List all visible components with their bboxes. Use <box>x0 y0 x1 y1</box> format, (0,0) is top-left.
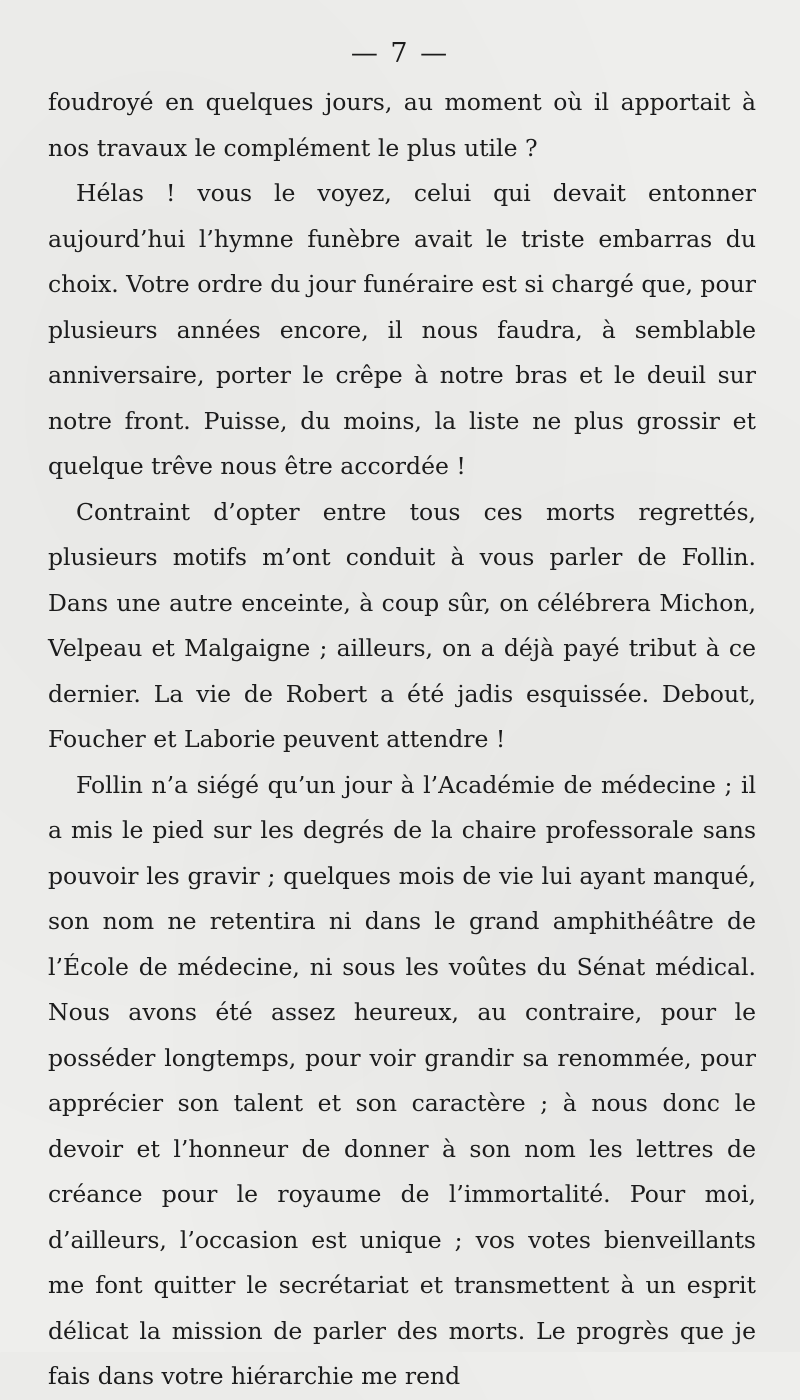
paragraph-3: Contraint d’opter entre tous ces morts regrettés, plusieurs motifs m’ont conduit à vous parler de Follin. Dans une autre enceinte, à coup sûr, on célébrera Michon, Velpeau et Malgaigne ; ailleurs, on a déjà payé tribut à ce dernier. La vie de Robert a été jadis esquissée. Debout, Foucher et Laborie peuvent attendre ! <box>48 497 756 753</box>
paragraph-2: Hélas ! vous le voyez, celui qui devait entonner aujourd’hui l’hymne funèbre avait le triste embarras du choix. Votre ordre du jour funéraire est si chargé que, pour plusieurs années encore, il nous faudra, à semblable anniversaire, porter le crêpe à notre bras et le deuil sur notre front. Puisse, du moins, la liste ne plus grossir et quelque trêve nous être accordée ! <box>48 179 756 480</box>
paragraph-4: Follin n’a siégé qu’un jour à l’Académie de médecine ; il a mis le pied sur les degrés de la chaire professorale sans pouvoir les gravir ; quelques mois de vie lui ayant manqué, son nom ne retentira ni dans le grand amphithéâtre de l’École de médecine, ni sous les voûtes du Sénat médical. Nous avons été assez heureux, au contraire, pour le posséder longtemps, pour voir grandir sa renommée, pour apprécier son talent et son caractère ; à nous donc le devoir et l’honneur de donner à son nom les lettres de créance pour le royaume de l’immortalité. Pour moi, d’ailleurs, l’occasion est unique ; vos votes bienveillants me font quitter le secrétariat et transmettent à un esprit délicat la mission de parler des morts. Le progrès que je fais dans votre hiérarchie me rend <box>48 770 756 1390</box>
body-text <box>48 80 756 1400</box>
page-number: — 7 — <box>350 38 450 69</box>
paragraph-1: foudroyé en quelques jours, au moment où il apportait à nos travaux le complément le plus utile ? <box>48 88 756 162</box>
